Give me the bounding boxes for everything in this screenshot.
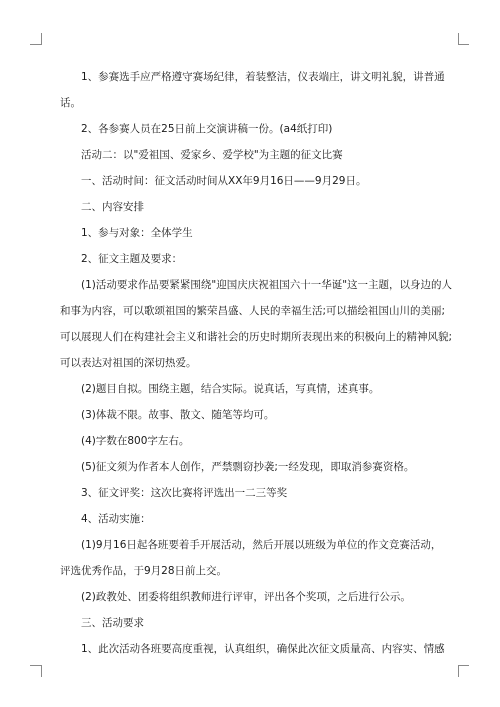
crop-mark-bottom-right-horizontal (458, 665, 469, 666)
paragraph-line: (1)活动要求作品要紧紧围绕"迎国庆庆祝祖国六十一华诞"这一主题，以身边的人 (81, 279, 453, 291)
paragraph-line: 4、活动实施： (81, 513, 151, 525)
crop-mark-bottom-left-horizontal (30, 665, 41, 666)
paragraph-line: 可以展现人们在构建社会主义和谐社会的历史时期所表现出来的积极向上的精神风貌; (60, 331, 453, 343)
paragraph-line: 评选优秀作品，于9月28日前上交。 (60, 565, 228, 577)
section-heading: 二、内容安排 (81, 201, 144, 213)
crop-mark-top-left-horizontal (30, 44, 41, 45)
crop-mark-top-right-vertical (458, 33, 459, 45)
paragraph-line: (4)字数在800字左右。 (81, 435, 190, 447)
paragraph-line: (3)体裁不限。故事、散文、随笔等均可。 (81, 409, 275, 421)
paragraph-line: 可以表达对祖国的深切热爱。 (60, 357, 197, 369)
paragraph-line: 3、征文评奖：这次比赛将评选出一二三等奖 (81, 487, 288, 499)
paragraph-line: 话。 (60, 97, 81, 109)
paragraph-line: (5)征文须为作者本人创作，严禁剽窃抄袭;一经发现，即取消参赛资格。 (81, 461, 415, 473)
crop-mark-bottom-right-vertical (458, 665, 459, 677)
paragraph-line: 和事为内容，可以歌颂祖国的繁荣昌盛、人民的幸福生活;可以描绘祖国山川的美丽; (60, 305, 446, 317)
paragraph-line: 1、参与对象：全体学生 (81, 227, 193, 239)
paragraph-line: 2、各参赛人员在25日前上交演讲稿一份。(a4纸打印) (81, 123, 333, 135)
paragraph-line: (1)9月16日起各班要着手开展活动，然后开展以班级为单位的作文竞赛活动， (81, 539, 442, 551)
paragraph-line: 2、征文主题及要求： (81, 253, 183, 265)
paragraph-line: (2)题目自拟。围绕主题，结合实际。说真话，写真情，述真事。 (81, 383, 380, 395)
crop-mark-bottom-left-vertical (41, 665, 42, 677)
paragraph-line: 1、此次活动各班要高度重视，认真组织，确保此次征文质量高、内容实、情感 (81, 643, 445, 655)
paragraph-line: 一、活动时间：征文活动时间从XX年9月16日——9月29日。 (81, 175, 367, 187)
crop-mark-top-left-vertical (41, 33, 42, 45)
section-heading: 三、活动要求 (81, 617, 144, 629)
crop-mark-top-right-horizontal (458, 44, 469, 45)
paragraph-line: 1、参赛选手应严格遵守赛场纪律，着装整洁，仪表端庄，讲文明礼貌，讲普通 (81, 71, 445, 83)
paragraph-line: 活动二：以"爱祖国、爱家乡、爱学校"为主题的征文比赛 (81, 149, 343, 161)
paragraph-line: (2)政教处、团委将组织教师进行评审，评出各个奖项，之后进行公示。 (81, 591, 411, 603)
